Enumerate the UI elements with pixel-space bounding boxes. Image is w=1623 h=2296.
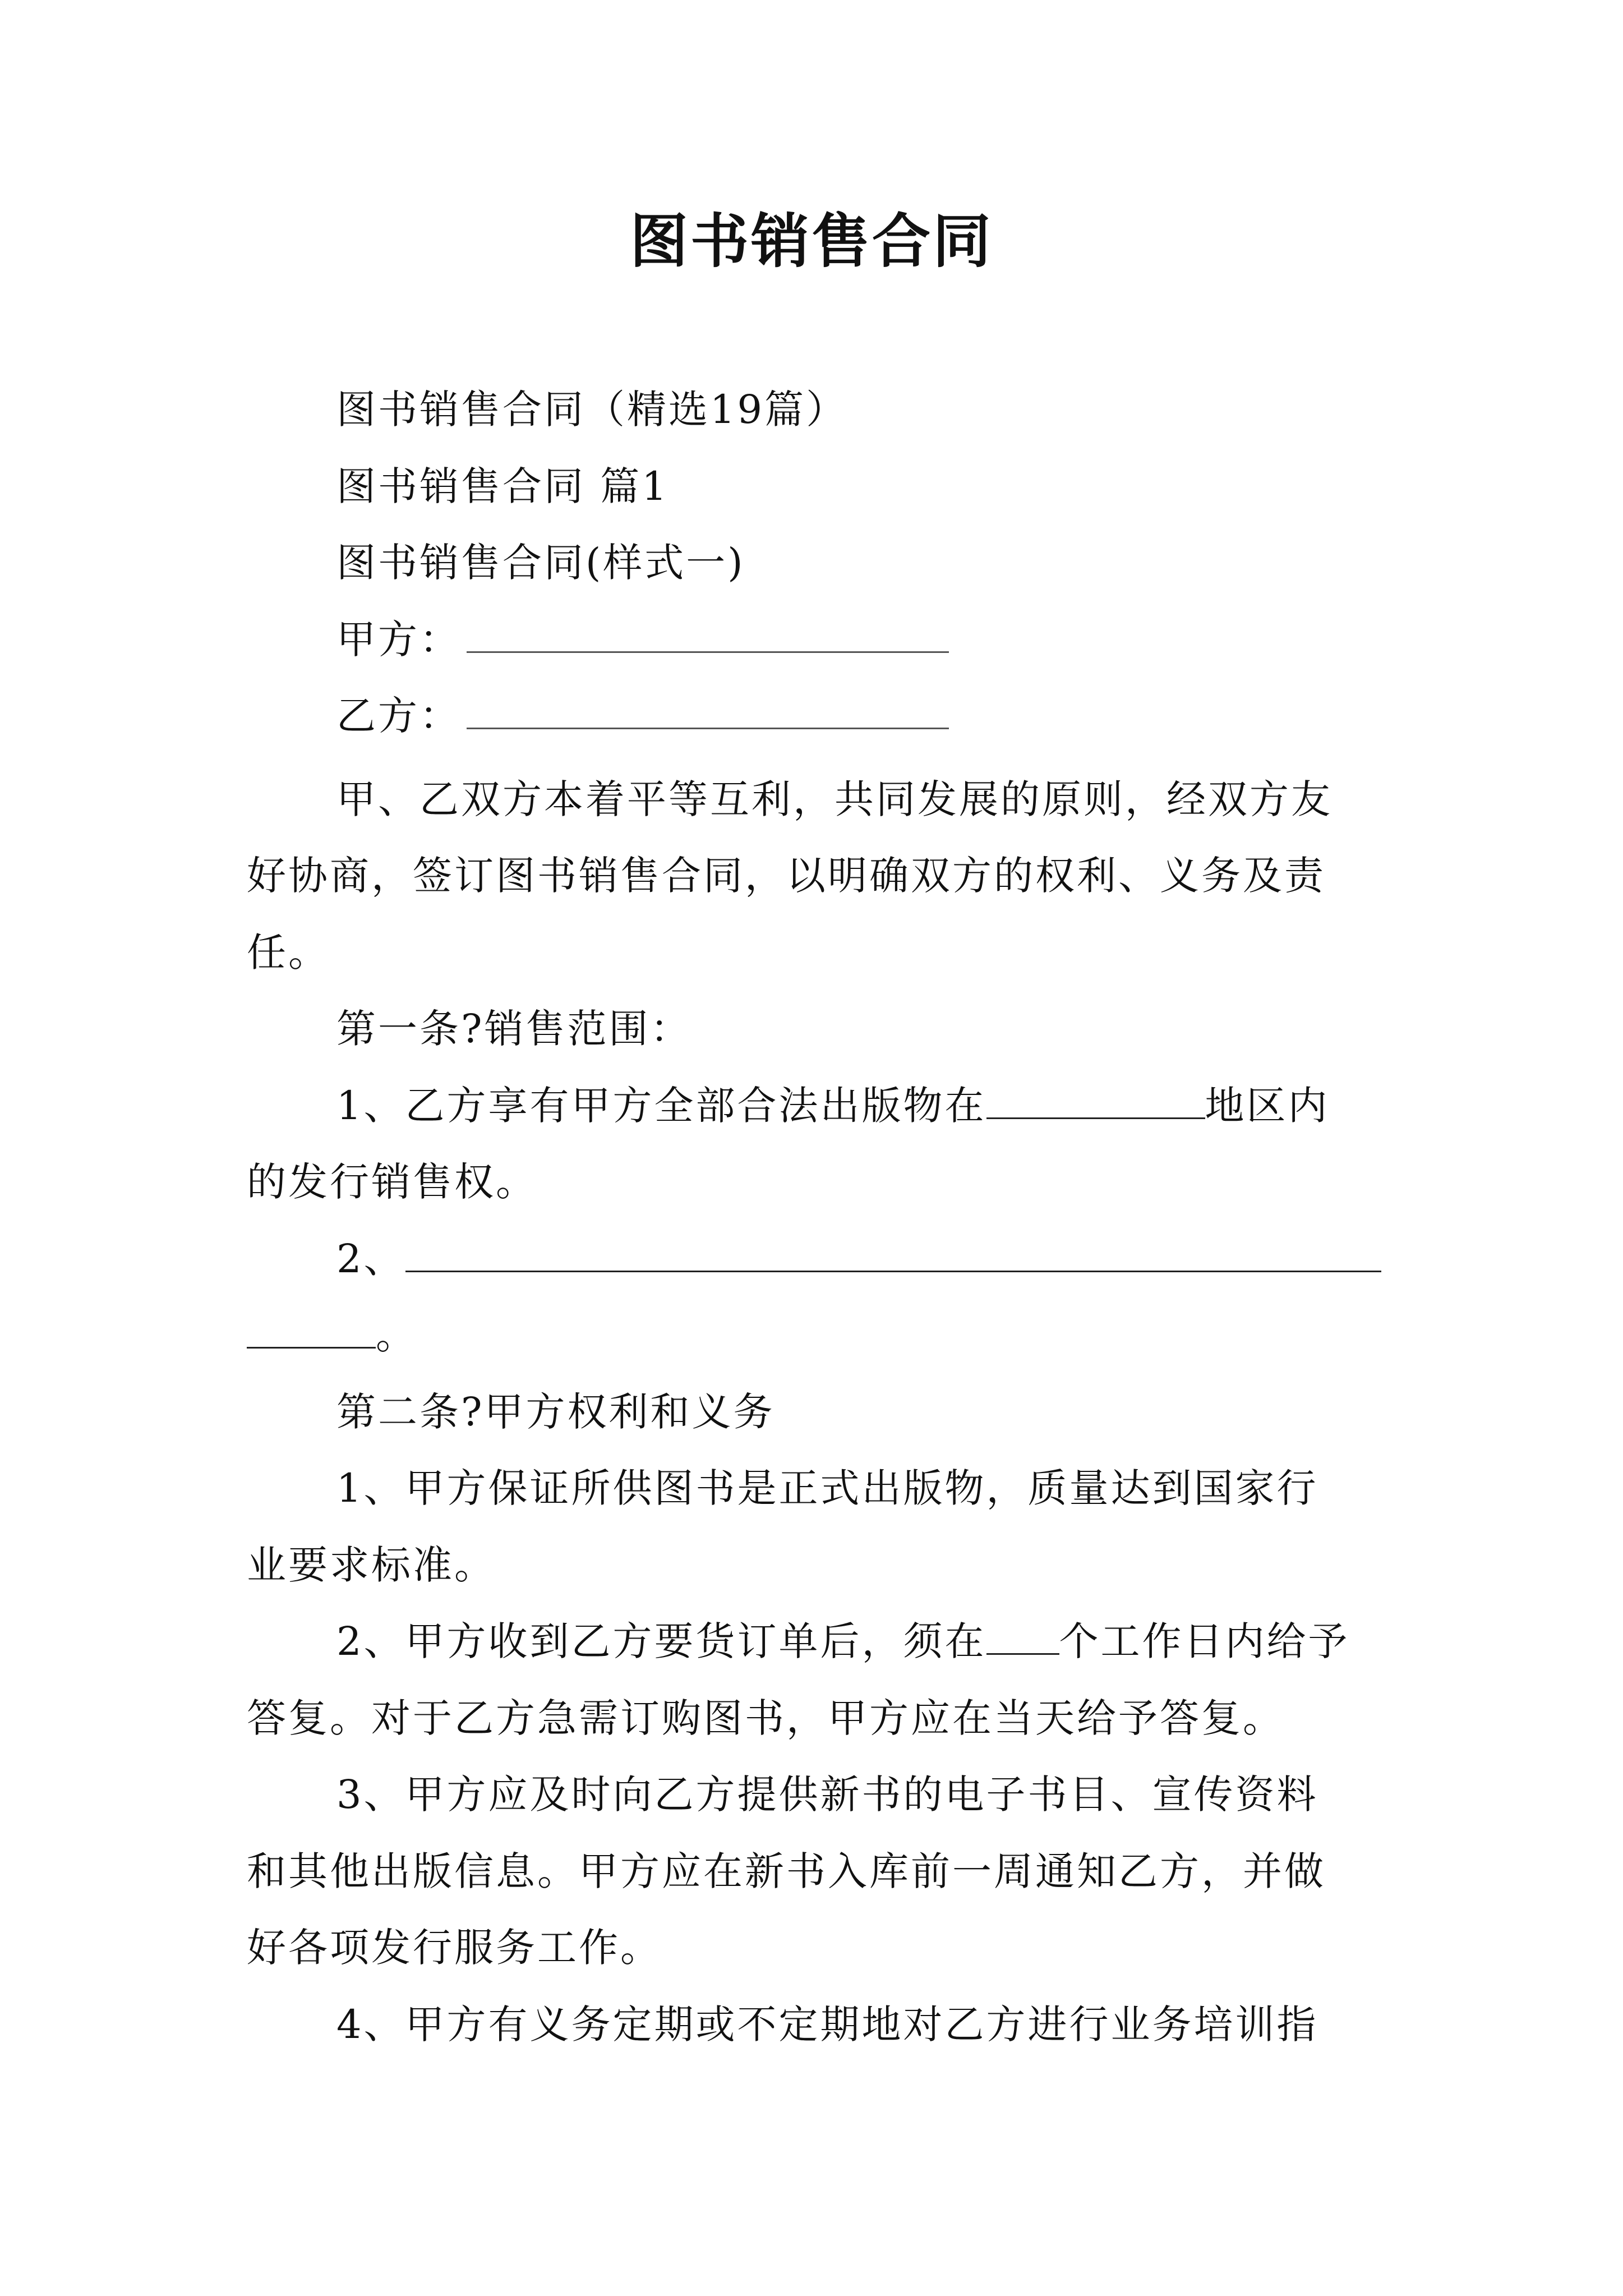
paragraph-line — [336, 1231, 1381, 1287]
paragraph-line: 好各项发行服务工作。 — [247, 1925, 662, 1971]
paragraph-line: 1、甲方保证所供图书是正式出版物，质量达到国家行 — [336, 1465, 1318, 1511]
clause-text: 1、乙方享有甲方全部合法出版物在 — [336, 1083, 986, 1129]
clause-text: 。 — [376, 1312, 417, 1358]
document-title: 图书销售合同 — [629, 206, 993, 275]
paragraph-line — [247, 1307, 417, 1363]
party-a-label: 甲方： — [336, 616, 461, 662]
paragraph-line: 任。 — [247, 930, 330, 976]
paragraph-line: 业要求标准。 — [247, 1542, 496, 1588]
clause-text: 个工作日内给予 — [1059, 1618, 1350, 1664]
article-heading-2: 第二条?甲方权利和义务 — [336, 1389, 775, 1435]
section-heading-part1: 图书销售合同 篇1 — [336, 463, 669, 509]
party-b-blank — [467, 688, 949, 729]
paragraph-line: 4、甲方有义务定期或不定期地对乙方进行业务培训指 — [336, 2001, 1318, 2047]
subtitle-selection: 图书销售合同（精选19篇） — [336, 386, 848, 432]
party-b-line — [336, 688, 949, 744]
clause-text: 地区内 — [1205, 1083, 1330, 1129]
region-blank — [986, 1078, 1205, 1119]
party-a-blank — [467, 612, 949, 653]
party-a-line — [336, 611, 949, 668]
paragraph-line: 的发行销售权。 — [247, 1159, 537, 1205]
clause-text: 2、甲方收到乙方要货订单后，须在 — [336, 1618, 986, 1664]
paragraph-line — [336, 1613, 1350, 1669]
paragraph-line: 和其他出版信息。甲方应在新书入库前一周通知乙方，并做 — [247, 1848, 1326, 1894]
section-heading-style1: 图书销售合同(样式一) — [336, 540, 745, 586]
paragraph-line — [336, 1078, 1330, 1134]
paragraph-line: 好协商，签订图书销售合同，以明确双方的权利、义务及责 — [247, 853, 1326, 899]
paragraph-line: 3、甲方应及时向乙方提供新书的电子书目、宣传资料 — [336, 1772, 1318, 1818]
clause-text: 2、 — [336, 1236, 405, 1282]
party-b-label: 乙方： — [336, 693, 461, 739]
article-heading-1: 第一条?销售范围： — [336, 1006, 692, 1052]
days-blank — [986, 1614, 1059, 1655]
paragraph-line: 甲、乙双方本着平等互利，共同发展的原则，经双方友 — [336, 776, 1332, 822]
paragraph-line: 答复。对于乙方急需订购图书，甲方应在当天给予答复。 — [247, 1695, 1284, 1741]
clause-blank — [405, 1231, 1381, 1272]
clause-blank-continued — [247, 1308, 376, 1349]
